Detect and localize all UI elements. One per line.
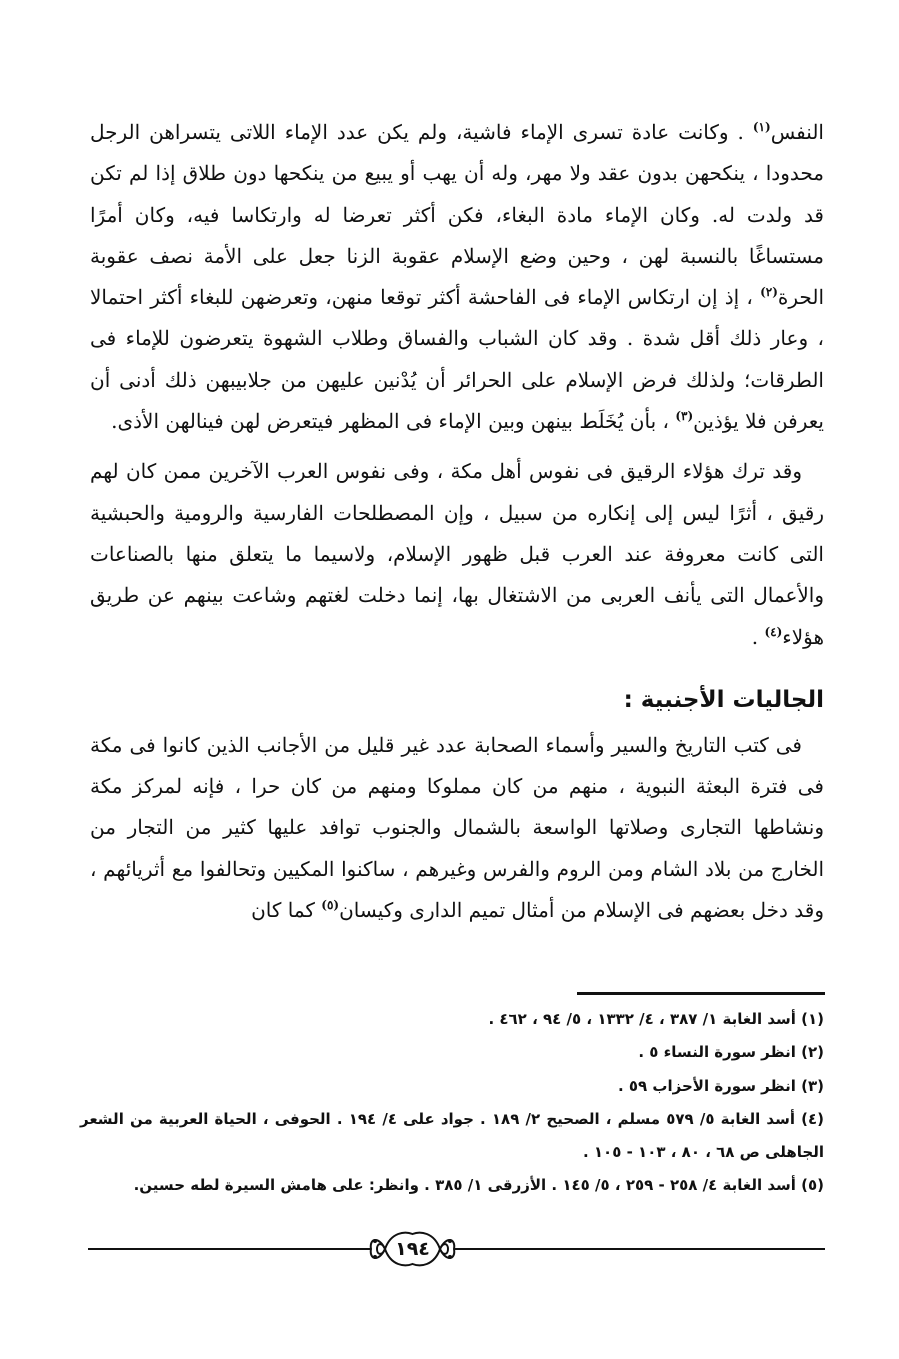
paragraph-1-text-d: ، بأن يُخَلَط بينهن وبين الإماء فى المظهر فيتعرض لهن فينالهن الأذى. xyxy=(111,409,676,434)
footnote-ref-3: (٣) xyxy=(675,409,694,424)
footnote-ref-1: (١) xyxy=(752,120,771,134)
paragraph-3 xyxy=(90,725,824,931)
footnote-5: (٥) أسد الغابة ٤/ ٢٥٨ - ٢٥٩ ، ٥/ ١٤٥ . الأزرقى ١/ ٣٨٥ . وانظر: على هامش السيرة لطه حسين. xyxy=(133,1176,824,1195)
paragraph-1 xyxy=(90,112,824,442)
paragraph-2-text-a: وقد ترك هؤلاء الرقيق فى نفوس أهل مكة ، وفى نفوس العرب الآخرين ممن كان لهم رقيق ، أثرًا ليس إلى إنكاره من سبيل ، وإن المصطلحات الفارسية والرومية والحبشية التى كانت معروفة عند العرب قبل ظهور الإسلام، ولاسيما ما يتعلق منها بالصناعات والأعمال التى يأنف العربى من الاشتغال بها، إنما دخلت لغتهم وشاعت بينهم عن طريق هؤلاء xyxy=(90,459,824,649)
paragraph-2-text-b: . xyxy=(751,624,765,649)
paragraph-2 xyxy=(90,451,824,657)
paragraph-1-text-a: النفس xyxy=(770,120,824,144)
page-number: ١٩٤ xyxy=(395,1238,430,1260)
section-heading: الجاليات الأجنبية : xyxy=(623,686,824,713)
folio-rule-left xyxy=(88,1248,370,1250)
main-text xyxy=(90,112,824,931)
paragraph-3-text-a: فى كتب التاريخ والسير وأسماء الصحابة عدد غير قليل من الأجانب الذين كانوا فى مكة فى فترة البعثة النبوية ، منهم من كان مملوكا ومنهم من كان حرا ، فإنه لمركز مكة ونشاطها التجارى وصلاتها الواسعة بالشمال والجنوب توافد عليها كثير من التجار من الخارج من بلاد الشام ومن الروم والفرس وغيرهم ، ساكنوا المكيين وتحالفوا مع أثريائهم ، وقد دخل بعضهم فى الإسلام من أمثال تميم الدارى وكيسان xyxy=(90,732,825,923)
footnote-3: (٣) انظر سورة الأحزاب ٥٩ . xyxy=(617,1076,824,1095)
footnote-1: (١) أسد الغابة ١/ ٣٨٧ ، ٤/ ١٣٣٢ ، ٥/ ٩٤ ، ٤٦٢ . xyxy=(488,1010,824,1028)
footnotes xyxy=(80,1003,824,1203)
footnote-separator xyxy=(577,992,825,995)
footnote-ref-2: (٢) xyxy=(760,285,778,300)
footnote-2: (٢) انظر سورة النساء ٥ . xyxy=(638,1043,824,1062)
folio-rule-right xyxy=(455,1248,825,1250)
footnote-ref-5: (٥) xyxy=(321,898,340,913)
footnote-4: (٤) أسد الغابة ٥/ ٥٧٩ مسلم ، الصحيح ٢/ ١٨٩ . جواد على ٤/ ١٩٤ . الحوفى ، الحياة العربية من الشعر الجاهلى ص ٦٨ ، ٨٠ ، ١٠٣ - ١٠٥ . xyxy=(80,1109,824,1162)
paragraph-3-text-b: كما كان xyxy=(251,898,322,923)
paragraph-1-text-b: . وكانت عادة تسرى الإماء فاشية، ولم يكن عدد الإماء اللاتى يتسراهن الرجل محدودا ، ينكحهن بدون عقد ولا مهر، وله أن يهب أو يبيع من ينكحها دون طلاق إذا لم تكن قد ولدت له. وكان الإماء مادة البغاء، فكن أكثر تعرضا له وارتكاسا فيه، وكان أمرًا مستساغًا بالنسبة لهن ، وحين وضع الإسلام عقوبة الزنا جعل على الأمة نصف عقوبة الحرة xyxy=(90,120,824,310)
paragraph-1-text-c: ، إذ إن ارتكاس الإماء فى الفاحشة أكثر توقعا منهن، وتعرضهن للبغاء أكثر احتمالا ، وعار ذلك أقل شدة . وقد كان الشباب والفساق وطلاب الشهوة يتعرضون للإماء فى الطرقات؛ ولذلك فرض الإسلام على الحرائر أن يُدْنين عليهن من جلابيبهن ذلك أدنى أن يعرفن فلا يؤذين xyxy=(90,285,824,434)
footnote-ref-4: (٤) xyxy=(764,624,783,639)
